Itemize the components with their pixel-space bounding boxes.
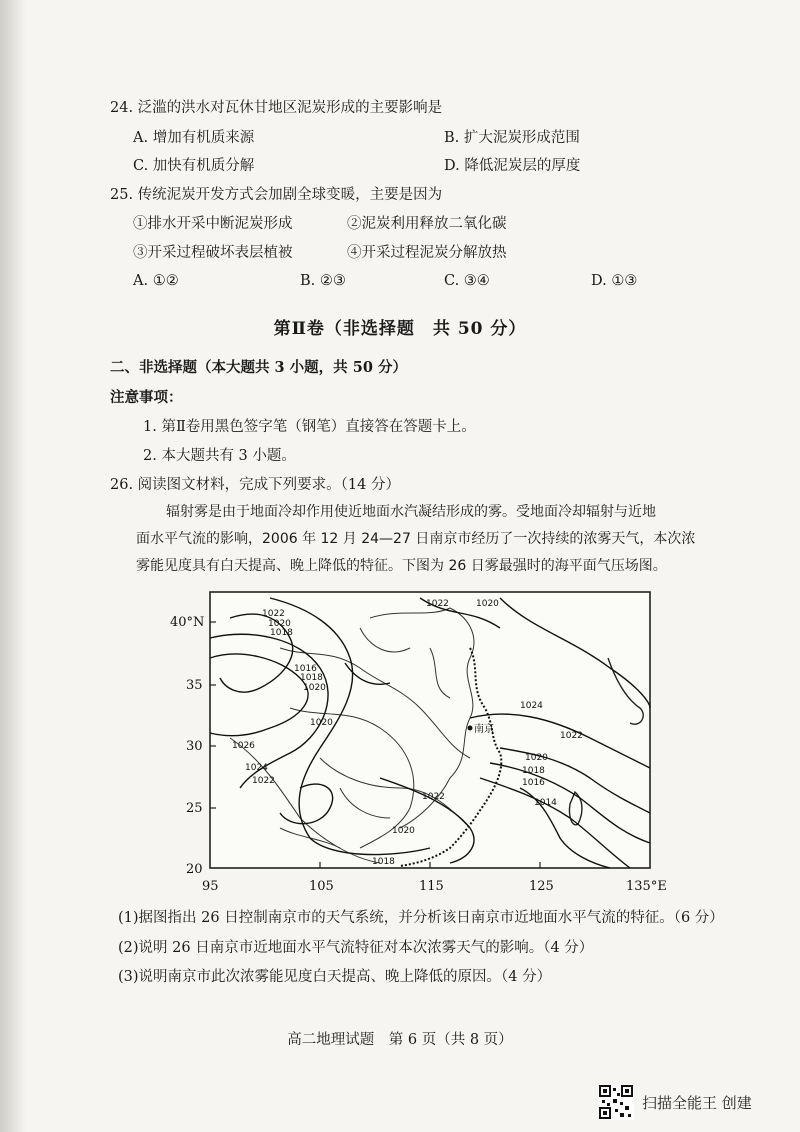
note-2: 2. 本大题共有 3 小题。	[143, 448, 296, 464]
q24-option-c: C. 加快有机质分解	[133, 158, 255, 174]
isobar-label: 1024	[520, 701, 543, 711]
q24-option-a: A. 增加有机质来源	[133, 130, 255, 146]
q26-material-line-1: 辐射雾是由于地面冷却作用使近地面水汽凝结形成的雾。受地面冷却辐射与近地	[166, 504, 656, 520]
nanjing-label: 南京	[474, 724, 494, 735]
lon-label: 105	[309, 879, 334, 894]
isobar-label: 1024	[245, 763, 268, 773]
isobar-label: 1022	[422, 792, 445, 802]
q25-stem: 25. 传统泥炭开发方式会加剧全球变暖，主要是因为	[110, 187, 443, 203]
q26-subquestion-1: (1)据图指出 26 日控制南京市的天气系统，并分析该日南京市近地面水平气流的特征。（6 分）	[118, 910, 724, 926]
isobar-label: 1018	[270, 628, 293, 638]
q26-material-line-3: 雾能见度具有白天提高、晚上降低的特征。下图为 26 日雾最强时的海平面气压场图。	[136, 558, 667, 574]
lon-label: 115	[419, 879, 444, 894]
q25-option-a: A. ①②	[133, 273, 179, 289]
nanjing-marker	[468, 726, 473, 731]
sea-level-pressure-map	[170, 588, 690, 900]
q25-option-b: B. ②③	[300, 273, 346, 289]
isobar-label: 1020	[392, 826, 415, 836]
isobar-label: 1016	[522, 778, 545, 788]
part2-section-heading: 二、非选择题（本大题共 3 小题，共 50 分）	[110, 359, 407, 376]
isobar-label: 1022	[560, 731, 583, 741]
q24-option-b: B. 扩大泥炭形成范围	[444, 130, 580, 146]
isobar-label: 1022	[252, 776, 275, 786]
lat-label: 40°N	[170, 615, 205, 630]
qr-code-icon	[598, 1084, 634, 1120]
isobar-label: 1014	[534, 798, 557, 808]
isobar-label: 1018	[372, 857, 395, 867]
q25-item-1: ①排水开采中断泥炭形成	[133, 216, 293, 232]
page-footer: 高二地理试题 第 6 页（共 8 页）	[287, 1032, 513, 1048]
isobar-label: 1018	[300, 673, 323, 683]
q24-stem: 24. 泛滥的洪水对瓦休甘地区泥炭形成的主要影响是	[110, 100, 443, 116]
isobar-label: 1020	[525, 753, 548, 763]
isobar-label: 1020	[268, 619, 291, 629]
lon-label: 135°E	[626, 879, 667, 894]
q26-subquestion-2: (2)说明 26 日南京市近地面水平气流特征对本次浓雾天气的影响。（4 分）	[118, 940, 594, 956]
q24-option-d: D. 降低泥炭层的厚度	[444, 158, 581, 174]
lon-label: 95	[202, 879, 219, 894]
isobar-label: 1022	[426, 599, 449, 609]
part2-title: 第Ⅱ卷（非选择题 共 50 分）	[273, 319, 527, 339]
watermark-text: 扫描全能王 创建	[642, 1093, 752, 1112]
scanner-watermark	[598, 1082, 788, 1122]
q26-material-line-2: 面水平气流的影响，2006 年 12 月 24—27 日南京市经历了一次持续的浓雾天气，本次浓	[136, 531, 696, 547]
q26-stem: 26. 阅读图文材料，完成下列要求。（14 分）	[110, 477, 400, 493]
isobar-label: 1020	[310, 718, 333, 728]
lat-label: 20	[186, 862, 203, 877]
scan-edge-shadow	[0, 0, 26, 1132]
isobar-label: 1026	[232, 741, 255, 751]
q25-item-2: ②泥炭利用释放二氧化碳	[347, 216, 507, 232]
isobar-label: 1020	[476, 599, 499, 609]
isobar-label: 1018	[522, 766, 545, 776]
notes-title: 注意事项：	[110, 389, 183, 406]
pressure-map-svg	[170, 588, 690, 900]
lat-label: 25	[186, 801, 203, 816]
isobar-label: 1016	[294, 664, 317, 674]
note-1: 1. 第Ⅱ卷用黑色签字笔（钢笔）直接答在答题卡上。	[143, 419, 476, 435]
lat-label: 35	[186, 678, 203, 693]
q25-item-4: ④开采过程泥炭分解放热	[347, 245, 507, 261]
isobar-label: 1022	[262, 609, 285, 619]
lon-label: 125	[529, 879, 554, 894]
lat-label: 30	[186, 739, 203, 754]
q25-item-3: ③开采过程破坏表层植被	[133, 245, 293, 261]
isobar-label: 1020	[303, 683, 326, 693]
q25-option-d: D. ①③	[591, 273, 638, 289]
q26-subquestion-3: (3)说明南京市此次浓雾能见度白天提高、晚上降低的原因。（4 分）	[118, 969, 552, 985]
q25-option-c: C. ③④	[444, 273, 490, 289]
